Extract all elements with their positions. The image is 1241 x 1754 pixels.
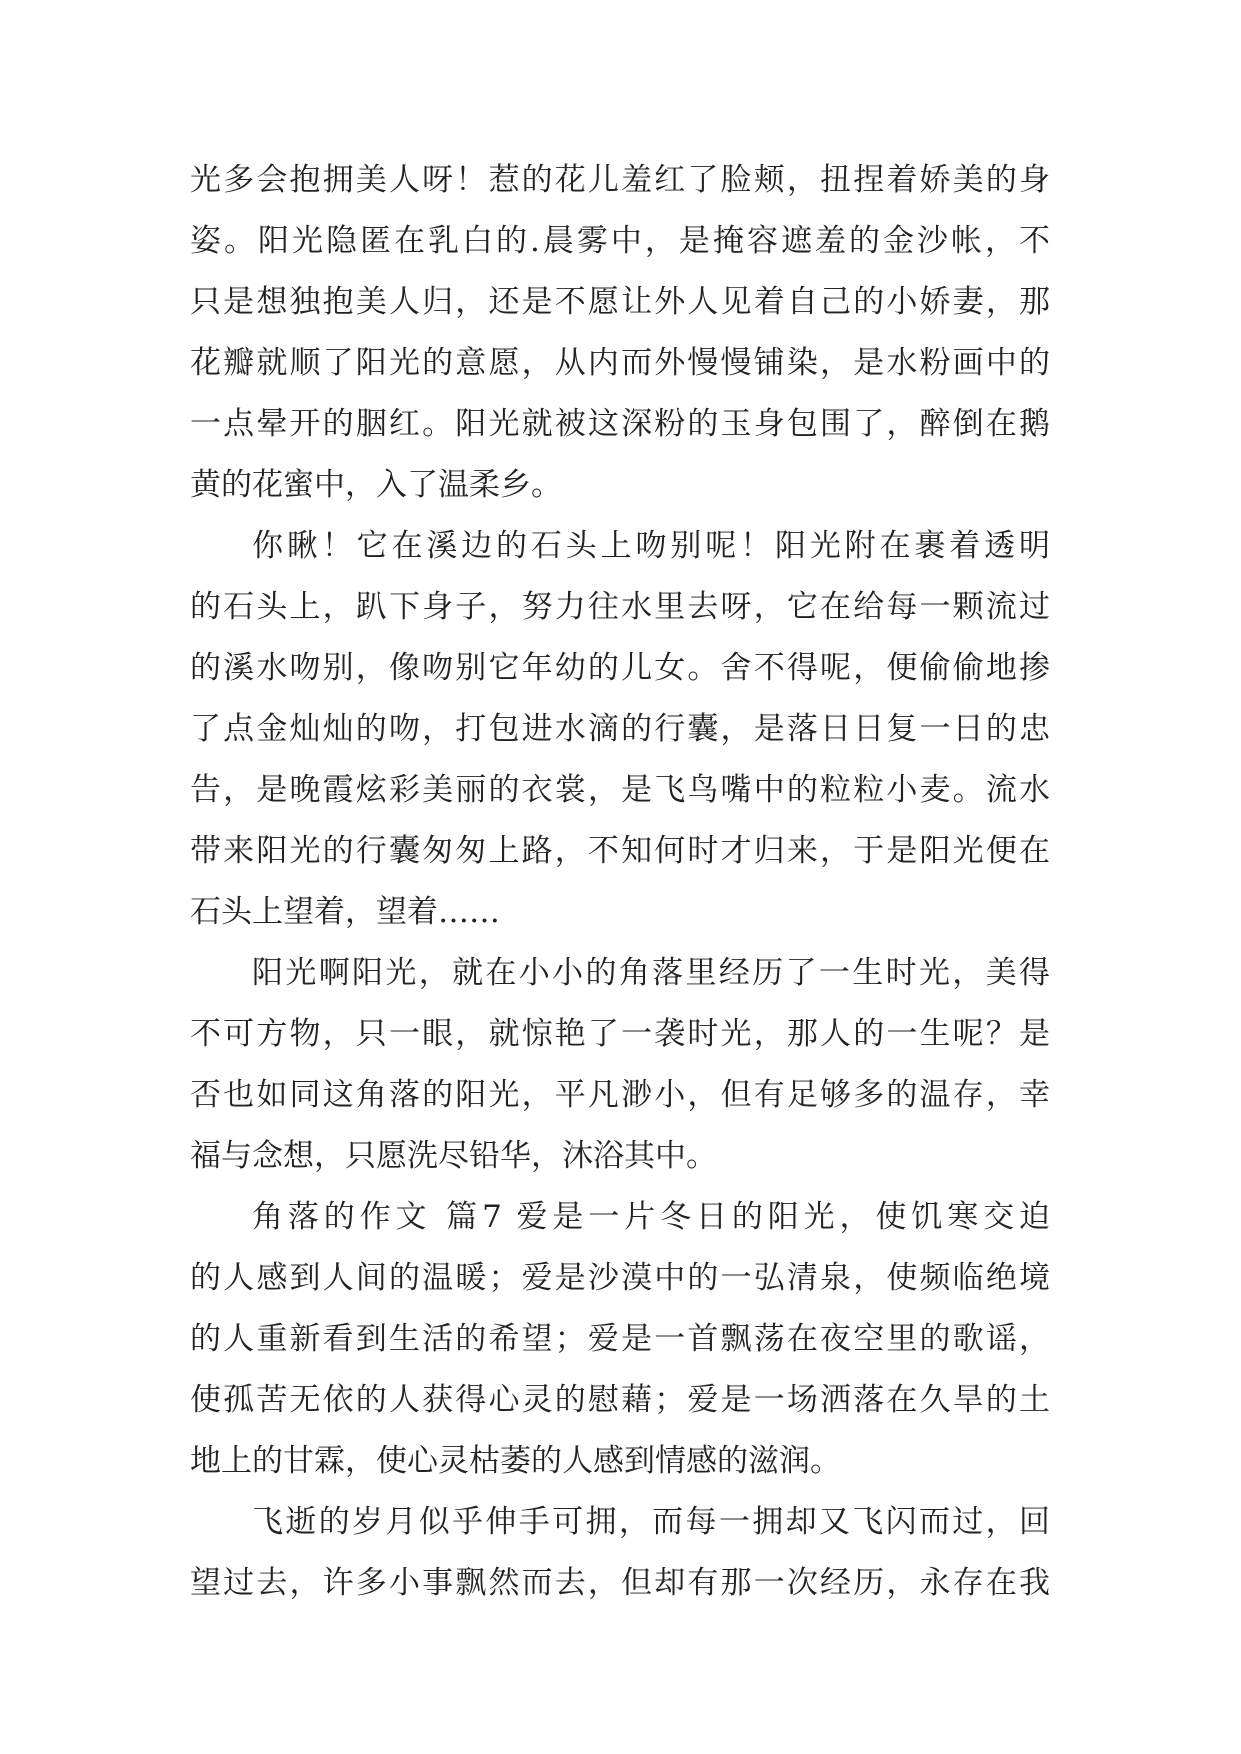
paragraph-3 — [190, 943, 1050, 1187]
text-line: 光多会抱拥美人呀！惹的花儿羞红了脸颊，扭捏着娇美的身 — [190, 162, 1050, 198]
text-line: 告，是晚霞炫彩美丽的衣裳，是飞鸟嘴中的粒粒小麦。流水 — [190, 772, 1050, 808]
text-line: 飞逝的岁月似乎伸手可拥，而每一拥却又飞闪而过，回 — [252, 1504, 1050, 1540]
paragraph-1 — [190, 150, 1050, 516]
text-line: 的人感到人间的温暖；爱是沙漠中的一弘清泉，使频临绝境 — [190, 1260, 1050, 1296]
text-line: 望过去，许多小事飘然而去，但却有那一次经历，永存在我 — [190, 1565, 1050, 1601]
document-body — [190, 150, 1050, 1614]
paragraph-2 — [190, 516, 1050, 943]
paragraph-4 — [190, 1187, 1050, 1492]
text-line: 不可方物，只一眼，就惊艳了一袭时光，那人的一生呢？是 — [190, 1016, 1050, 1052]
paragraph-5 — [190, 1492, 1050, 1614]
text-line: 阳光啊阳光，就在小小的角落里经历了一生时光，美得 — [252, 955, 1050, 991]
text-line: 只是想独抱美人归，还是不愿让外人见着自己的小娇妻，那 — [190, 284, 1050, 320]
text-line: 姿。阳光隐匿在乳白的.晨雾中，是掩容遮羞的金沙帐，不 — [190, 223, 1050, 259]
text-line: 否也如同这角落的阳光，平凡渺小，但有足够多的温存，幸 — [190, 1077, 1050, 1113]
text-line: 的人重新看到生活的希望；爱是一首飘荡在夜空里的歌谣， — [190, 1321, 1050, 1357]
text-line: 黄的花蜜中，入了温柔乡。 — [190, 467, 562, 503]
text-line: 一点晕开的胭红。阳光就被这深粉的玉身包围了，醉倒在鹅 — [190, 406, 1050, 442]
text-line: 的石头上，趴下身子，努力往水里去呀，它在给每一颗流过 — [190, 589, 1050, 625]
text-line: 地上的甘霖，使心灵枯萎的人感到情感的滋润。 — [190, 1443, 841, 1479]
text-line: 了点金灿灿的吻，打包进水滴的行囊，是落日日复一日的忠 — [190, 711, 1050, 747]
text-line: 使孤苦无依的人获得心灵的慰藉；爱是一场洒落在久旱的土 — [190, 1382, 1050, 1418]
text-line: 花瓣就顺了阳光的意愿，从内而外慢慢铺染，是水粉画中的 — [190, 345, 1050, 381]
text-line: 你瞅！它在溪边的石头上吻别呢！阳光附在裹着透明 — [252, 528, 1050, 564]
text-line: 带来阳光的行囊匆匆上路，不知何时才归来，于是阳光便在 — [190, 833, 1050, 869]
text-line: 石头上望着，望着…… — [190, 894, 500, 930]
text-line: 的溪水吻别，像吻别它年幼的儿女。舍不得呢，便偷偷地掺 — [190, 650, 1050, 686]
text-line: 福与念想，只愿洗尽铅华，沐浴其中。 — [190, 1138, 717, 1174]
text-line: 角落的作文 篇7 爱是一片冬日的阳光，使饥寒交迫 — [252, 1199, 1050, 1235]
